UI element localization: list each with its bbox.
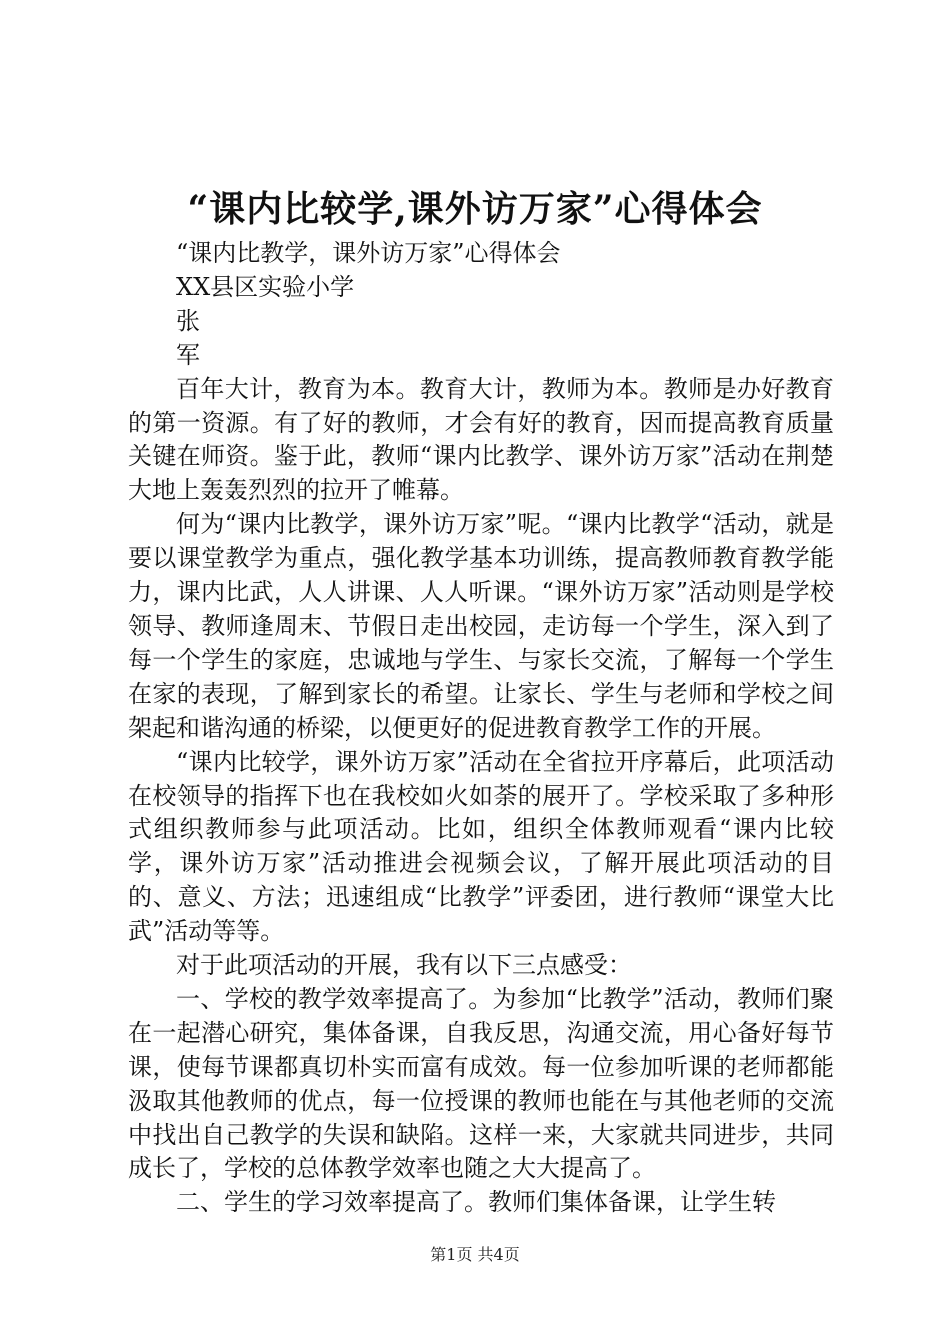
author-line-1: 张 <box>176 306 200 335</box>
document-title: “课内比较学,课外访万家”心得体会 <box>187 188 763 230</box>
paragraph-6: 二、学生的学习效率提高了。教师们集体备课，让学生转 <box>176 1188 776 1217</box>
paragraph-4: 对于此项活动的开展，我有以下三点感受： <box>176 951 632 980</box>
paragraph-2: 何为“课内比教学，课外访万家”呢。“课内比教学“活动，就是要以课堂教学为重点，强化教学基本功训练，提高教师教育教学能力，课内比武，人人讲课、人人听课。“课外访万家”活动则是学校领导、教师逢周末、节假日走出校园，走访每一个学生，深入到了每一个学生的家庭，忠诚地与学生、与家长交流，了解每一个学生在家的表现，了解到家长的希望。让家长、学生与老师和学校之间架起和谐沟通的桥梁，以便更好的促进教育教学工作的开展。 <box>128 510 834 742</box>
school-line: XX县区实验小学 <box>176 272 355 301</box>
paragraph-1: 百年大计，教育为本。教育大计，教师为本。教师是办好教育的第一资源。有了好的教师，才会有好的教育，因而提高教育质量关键在师资。鉴于此，教师“课内比教学、课外访万家”活动在荆楚大地上轰轰烈烈的拉开了帷幕。 <box>128 374 834 505</box>
author-line-2: 军 <box>176 340 200 369</box>
subtitle-line: “课内比教学，课外访万家”心得体会 <box>176 239 561 267</box>
page-footer: 第1页 共4页 <box>430 1245 520 1264</box>
paragraph-3: “课内比较学，课外访万家”活动在全省拉开序幕后，此项活动在校领导的指挥下也在我校如火如荼的展开了。学校采取了多种形式组织教师参与此项活动。比如，组织全体教师观看“课内比较学，课外访万家”活动推进会视频会议，了解开展此项活动的目的、意义、方法；迅速组成“比教学”评委团，进行教师“课堂大比武”活动等等。 <box>128 747 834 946</box>
document-body <box>128 237 834 1220</box>
paragraph-5: 一、学校的教学效率提高了。为参加“比教学”活动，教师们聚在一起潜心研究，集体备课，自我反思，沟通交流，用心备好每节课，使每节课都真切朴实而富有成效。每一位参加听课的老师都能汲取其他教师的优点，每一位授课的教师也能在与其他老师的交流中找出自己教学的失误和缺陷。这样一来，大家就共同进步，共同成长了，学校的总体教学效率也随之大大提高了。 <box>128 984 834 1183</box>
